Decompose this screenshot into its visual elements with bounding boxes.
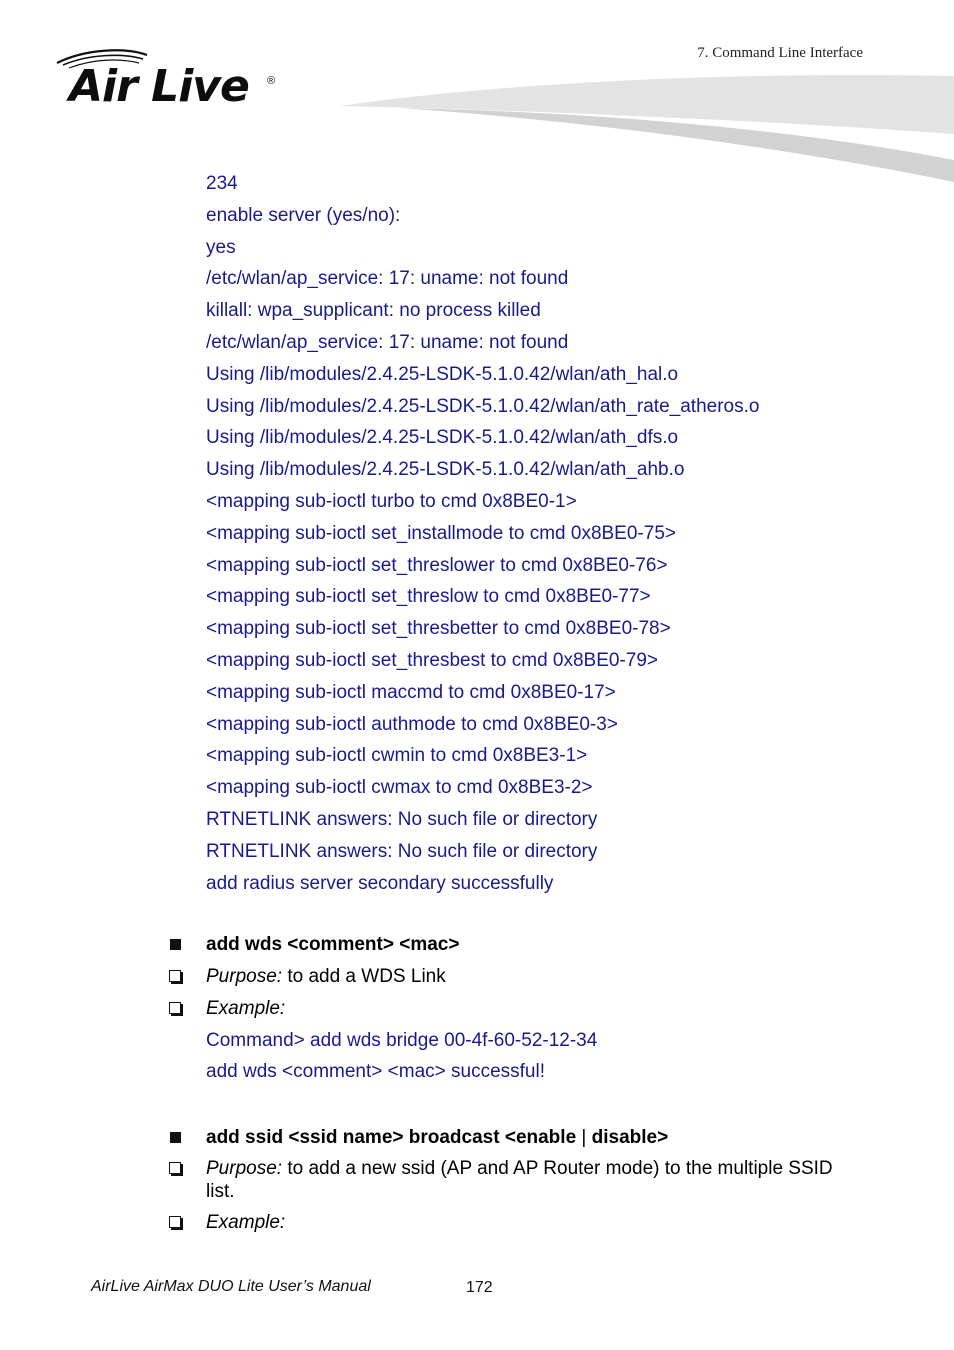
command-output-line: <mapping sub-ioctl maccmd to cmd 0x8BE0-17> — [206, 681, 616, 703]
command-output-line: <mapping sub-ioctl turbo to cmd 0x8BE0-1> — [206, 490, 577, 512]
wds-example-line: add wds <comment> <mac> successful! — [206, 1061, 545, 1082]
example-label: Example: — [206, 998, 286, 1019]
chapter-title: 7. Command Line Interface — [697, 45, 863, 61]
purpose-text: to add a WDS Link — [282, 966, 446, 987]
command-output-line: enable server (yes/no): — [206, 204, 401, 226]
command-output-line: /etc/wlan/ap_service: 17: uname: not found — [206, 268, 569, 290]
ssid-heading — [206, 1126, 856, 1150]
command-output-line: add radius server secondary successfully — [206, 872, 554, 894]
ssid-heading-broadcast: broadcast <enable — [403, 1127, 577, 1148]
purpose-label: Purpose: — [206, 966, 283, 987]
ssid-heading-disable: disable> — [591, 1127, 669, 1148]
command-output-line: Using /lib/modules/2.4.25-LSDK-5.1.0.42/wlan/ath_hal.o — [206, 363, 679, 385]
logo-registered-mark: ® — [267, 75, 276, 87]
ssid-heading-cmd: add ssid — [206, 1127, 289, 1148]
logo-text: Air Live — [69, 61, 249, 112]
ssid-heading-sep: | — [576, 1127, 592, 1148]
command-output-line: Using /lib/modules/2.4.25-LSDK-5.1.0.42/wlan/ath_ahb.o — [206, 459, 685, 481]
command-output-line: /etc/wlan/ap_service: 17: uname: not found — [206, 331, 569, 353]
command-output-block — [206, 168, 759, 899]
command-output-line: yes — [206, 236, 236, 258]
command-output-line: <mapping sub-ioctl set_threslower to cmd 0x8BE0-76> — [206, 554, 668, 576]
command-output-line: <mapping sub-ioctl cwmin to cmd 0x8BE3-1> — [206, 745, 588, 767]
command-output-line: RTNETLINK answers: No such file or directory — [206, 808, 598, 830]
command-output-line: Using /lib/modules/2.4.25-LSDK-5.1.0.42/wlan/ath_rate_atheros.o — [206, 395, 760, 417]
ssid-purpose — [206, 1157, 856, 1203]
wds-example-line: Command> add wds bridge 00-4f-60-52-12-34 — [206, 1030, 598, 1051]
command-output-line: <mapping sub-ioctl authmode to cmd 0x8BE0-3> — [206, 713, 618, 735]
wds-heading: add wds <comment> <mac> — [206, 934, 460, 955]
footer-manual-title: AirLive AirMax DUO Lite User’s Manual — [91, 1278, 371, 1295]
command-output-line: <mapping sub-ioctl set_installmode to cmd 0x8BE0-75> — [206, 522, 676, 544]
command-output-line: killall: wpa_supplicant: no process killed — [206, 300, 541, 322]
example-label: Example: — [206, 1212, 286, 1233]
command-output-line: <mapping sub-ioctl cwmax to cmd 0x8BE3-2> — [206, 777, 593, 799]
ssid-heading-name: <ssid name> — [288, 1127, 404, 1148]
purpose-label: Purpose: — [206, 1158, 283, 1179]
purpose-text: to add a new ssid (AP and AP Router mode) to the multiple SSID list. — [206, 1158, 833, 1202]
page-number: 172 — [466, 1279, 493, 1296]
airlive-logo — [55, 45, 285, 115]
command-output-line: <mapping sub-ioctl set_thresbetter to cmd 0x8BE0-78> — [206, 618, 671, 640]
wds-purpose — [206, 965, 856, 989]
command-output-line: Using /lib/modules/2.4.25-LSDK-5.1.0.42/wlan/ath_dfs.o — [206, 427, 679, 449]
command-output-line: <mapping sub-ioctl set_thresbest to cmd 0x8BE0-79> — [206, 649, 659, 671]
command-output-line: <mapping sub-ioctl set_threslow to cmd 0x8BE0-77> — [206, 586, 651, 608]
command-output-line: 234 — [206, 173, 238, 194]
command-output-line: RTNETLINK answers: No such file or directory — [206, 840, 598, 862]
